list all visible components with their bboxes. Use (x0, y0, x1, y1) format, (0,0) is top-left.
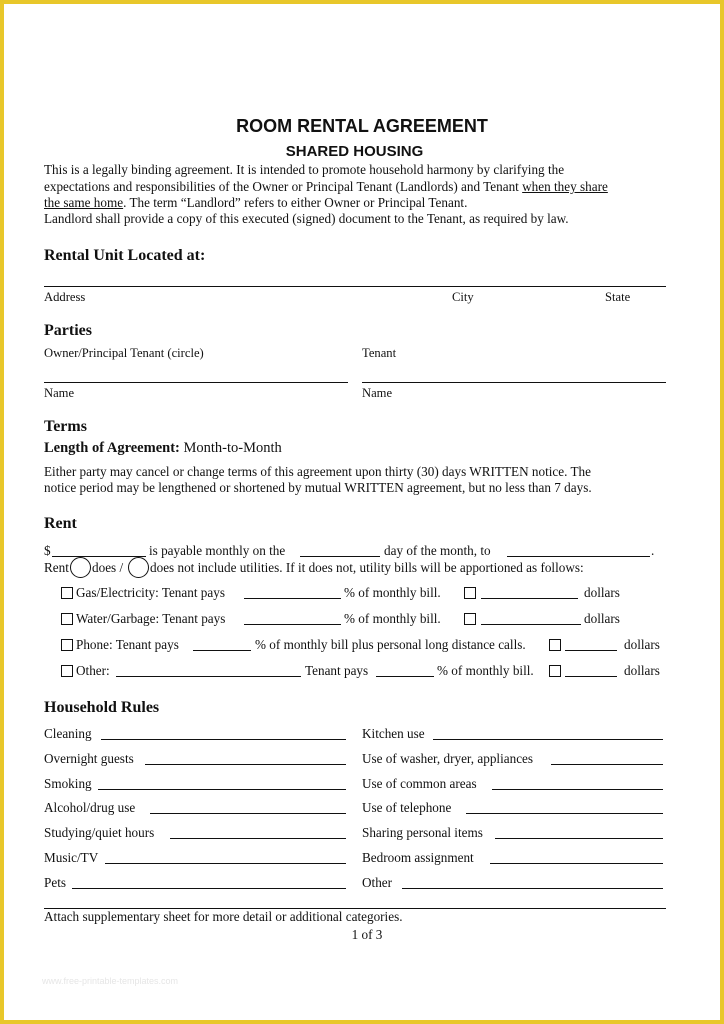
payable-text: is payable monthly on the (149, 543, 286, 558)
other-description-field[interactable] (116, 676, 301, 677)
other-tenant-pays: Tenant pays (305, 663, 369, 678)
rule-left-field[interactable] (72, 888, 346, 889)
rule-right-label: Use of common areas (362, 776, 477, 791)
household-rules-heading: Household Rules (44, 699, 160, 716)
rule-left-field[interactable] (150, 813, 346, 814)
owner-name-field[interactable] (44, 382, 348, 383)
rule-right-field[interactable] (495, 838, 663, 839)
rule-left-label: Studying/quiet hours (44, 825, 155, 840)
tenant-name-label: Name (362, 386, 393, 400)
rental-unit-heading: Rental Unit Located at: (44, 247, 206, 264)
does-word: does / (92, 560, 124, 575)
other-dollars: dollars (624, 663, 660, 678)
rule-left-label: Overnight guests (44, 751, 134, 766)
length-label: Length of Agreement: (44, 440, 180, 456)
gas-electricity-percent-field[interactable] (244, 598, 341, 599)
address-field[interactable] (44, 286, 666, 287)
phone-dollar-checkbox[interactable] (549, 639, 561, 651)
does-circle-option[interactable] (70, 557, 91, 578)
state-label: State (605, 290, 631, 304)
rule-right-field[interactable] (466, 813, 663, 814)
attach-note: Attach supplementary sheet for more detail or additional categories. (44, 909, 403, 924)
intro-line-2 (44, 179, 608, 195)
phone-dollar-field[interactable] (565, 650, 617, 651)
water-garbage-percent-field[interactable] (244, 624, 341, 625)
does-not-text: does not include utilities. If it does not, utility bills will be apportioned as follows: (150, 560, 584, 575)
phone-percent-field[interactable] (193, 650, 251, 651)
water-garbage-checkbox[interactable] (61, 613, 73, 625)
gas-electricity-dollars: dollars (584, 585, 620, 600)
other-checkbox[interactable] (61, 665, 73, 677)
does-not-circle-option[interactable] (128, 557, 149, 578)
rule-left-field[interactable] (101, 739, 346, 740)
watermark: www.free-printable-templates.com (42, 976, 179, 986)
rule-right-field[interactable] (490, 863, 663, 864)
water-garbage-dollar-field[interactable] (481, 624, 581, 625)
dollar-sign: $ (44, 543, 51, 558)
other-dollar-checkbox[interactable] (549, 665, 561, 677)
rule-right-label: Bedroom assignment (362, 850, 474, 865)
rule-left-label: Smoking (44, 776, 92, 791)
rule-left-label: Cleaning (44, 726, 92, 741)
address-label: Address (44, 290, 86, 304)
length-of-agreement (44, 440, 282, 457)
parties-heading: Parties (44, 322, 92, 339)
day-text: day of the month, to (384, 543, 491, 558)
gas-electricity-checkbox[interactable] (61, 587, 73, 599)
rule-left-field[interactable] (98, 789, 346, 790)
rule-right-field[interactable] (551, 764, 663, 765)
page-number: 1 of 3 (351, 927, 383, 942)
rule-left-field[interactable] (145, 764, 346, 765)
rule-right-field[interactable] (492, 789, 663, 790)
owner-name-label: Name (44, 386, 75, 400)
rule-left-field[interactable] (105, 863, 346, 864)
other-percent-field[interactable] (376, 676, 434, 677)
water-garbage-dollars: dollars (584, 611, 620, 626)
intro-line-3 (44, 195, 467, 211)
document-page (4, 4, 720, 1020)
phone-dollars: dollars (624, 637, 660, 652)
water-garbage-label: Water/Garbage: Tenant pays (76, 611, 226, 626)
rule-left-label: Alcohol/drug use (44, 800, 136, 815)
phone-label: Phone: Tenant pays (76, 637, 179, 652)
rule-right-label: Other (362, 875, 393, 890)
intro-underline-2: the same home (44, 195, 124, 210)
payment-day-field[interactable] (300, 556, 380, 557)
rule-left-label: Pets (44, 875, 66, 890)
period: . (651, 543, 655, 558)
rule-right-label: Use of telephone (362, 800, 452, 815)
rule-right-field[interactable] (433, 739, 663, 740)
city-label: City (452, 290, 474, 304)
water-garbage-dollar-checkbox[interactable] (464, 613, 476, 625)
intro-line-4: Landlord shall provide a copy of this executed (signed) document to the Tenant, as required by law. (44, 211, 569, 226)
document-subtitle: SHARED HOUSING (285, 143, 424, 160)
notice-line-2: notice period may be lengthened or shortened by mutual WRITTEN agreement, but no less than 7 days. (44, 480, 592, 495)
phone-checkbox[interactable] (61, 639, 73, 651)
rule-left-field[interactable] (170, 838, 346, 839)
tenant-name-field[interactable] (362, 382, 666, 383)
rent-word: Rent (44, 560, 69, 575)
rule-left-label: Music/TV (44, 850, 99, 865)
tenant-label: Tenant (362, 346, 397, 360)
intro-line-1: This is a legally binding agreement. It is intended to promote household harmony by clarifying the (44, 162, 565, 177)
notice-line-1: Either party may cancel or change terms of this agreement upon thirty (30) days WRITTEN notice. The (44, 464, 591, 479)
payee-field[interactable] (507, 556, 650, 557)
document-title: ROOM RENTAL AGREEMENT (236, 116, 488, 136)
intro-underline-1: when they share (522, 179, 608, 194)
length-value: Month-to-Month (179, 440, 282, 456)
rule-right-label: Sharing personal items (362, 825, 483, 840)
other-label: Other: (76, 663, 110, 678)
rent-heading: Rent (44, 515, 77, 532)
gas-electricity-label: Gas/Electricity: Tenant pays (76, 585, 225, 600)
rule-right-label: Kitchen use (362, 726, 425, 741)
owner-label: Owner/Principal Tenant (circle) (44, 346, 204, 360)
phone-percent-text: % of monthly bill plus personal long distance calls. (255, 637, 526, 652)
gas-electricity-dollar-field[interactable] (481, 598, 578, 599)
rent-amount-field[interactable] (52, 556, 146, 557)
other-percent-text: % of monthly bill. (437, 663, 534, 678)
water-garbage-percent-text: % of monthly bill. (344, 611, 441, 626)
terms-heading: Terms (44, 418, 87, 435)
gas-electricity-percent-text: % of monthly bill. (344, 585, 441, 600)
intro-line-3-text: . The term “Landlord” refers to either Owner or Principal Tenant. (123, 195, 468, 210)
rule-right-label: Use of washer, dryer, appliances (362, 751, 534, 766)
gas-electricity-dollar-checkbox[interactable] (464, 587, 476, 599)
intro-line-2-text: expectations and responsibilities of the Owner or Principal Tenant (Landlords) and Tenant (44, 179, 523, 194)
rule-right-field[interactable] (402, 888, 663, 889)
other-dollar-field[interactable] (565, 676, 617, 677)
